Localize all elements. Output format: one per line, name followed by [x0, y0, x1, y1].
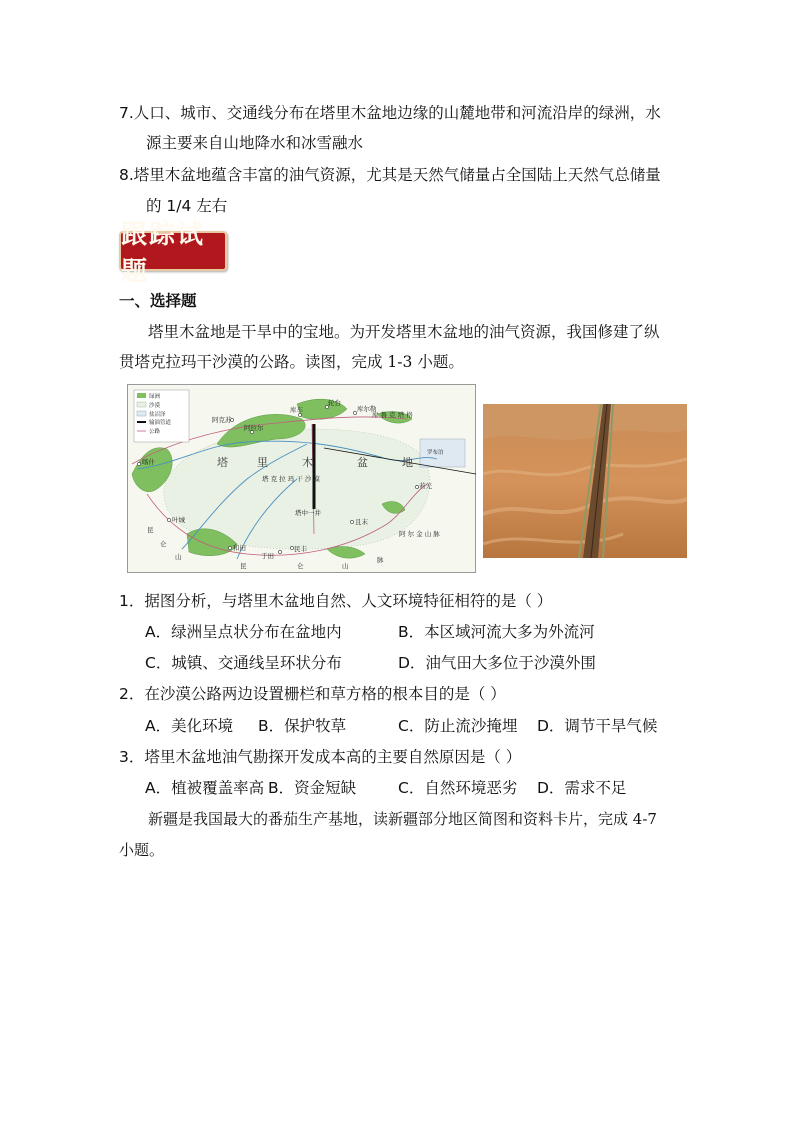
- place-minfeng: 民丰: [294, 545, 307, 553]
- question-1-option-c[interactable]: C．城镇、交通线呈环状分布: [145, 654, 342, 672]
- point-7-line-1: 7.人口、城市、交通线分布在塔里木盆地边缘的山麓地带和河流沿岸的绿洲，水: [119, 104, 661, 122]
- next-intro-line-1: 新疆是我国最大的番茄生产基地，读新疆部分地区简图和资料卡片，完成 4-7: [148, 810, 657, 828]
- question-3-option-d[interactable]: D．需求不足: [537, 779, 627, 797]
- region-kunlun-4: 脉: [377, 556, 384, 564]
- question-3-option-b[interactable]: B．资金短缺: [268, 779, 357, 797]
- point-8-line-2: 的 1/4 左右: [146, 197, 228, 215]
- question-3-option-c[interactable]: C．自然环境恶劣: [398, 779, 518, 797]
- point-7-line-2: 源主要来自山地降水和冰雪融水: [146, 134, 364, 152]
- region-basin-5: 地: [402, 456, 419, 469]
- question-2-option-d[interactable]: D．调节干旱气候: [537, 717, 658, 735]
- question-1-stem: 1．据图分析，与塔里木盆地自然、人文环境特征相符的是（ ）: [119, 592, 553, 610]
- desert-highway-photo: [483, 404, 687, 558]
- question-2-option-b[interactable]: B．保护牧草: [258, 717, 347, 735]
- section-banner: 跟踪试题: [119, 231, 227, 271]
- region-basin-1: 塔: [217, 456, 234, 469]
- region-basin-2: 里: [257, 456, 274, 469]
- place-yecheng: 叶城: [172, 516, 185, 524]
- map-legend: [134, 390, 189, 442]
- region-kunlun-west-1: 昆: [147, 526, 154, 534]
- question-1-option-a[interactable]: A．绿洲呈点状分布在盆地内: [145, 623, 342, 641]
- intro-line-2: 贯塔克拉玛干沙漠的公路。读图，完成 1-3 小题。: [119, 353, 464, 371]
- point-8-line-1: 8.塔里木盆地蕴含丰富的油气资源，尤其是天然气储量占全国陆上天然气总储量: [119, 166, 661, 184]
- region-kunlun-1: 昆: [240, 562, 247, 570]
- next-intro-line-2: 小题。: [119, 841, 165, 859]
- place-qiemo: 且末: [355, 518, 368, 526]
- legend-oasis: 绿洲: [149, 394, 161, 400]
- place-alaer: 阿拉尔: [244, 424, 264, 432]
- question-2-stem: 2．在沙漠公路两边设置栅栏和草方格的根本目的是（ ）: [119, 685, 506, 703]
- place-luntai: 轮台: [328, 399, 341, 407]
- question-2-option-a[interactable]: A．美化环境: [145, 717, 234, 735]
- place-kuche: 库车: [290, 406, 303, 414]
- region-altun: 阿 尔 金 山 脉: [399, 530, 440, 538]
- region-kunlun-west-3: 山: [175, 553, 182, 561]
- section-heading: 一、选择题: [119, 292, 197, 310]
- place-hetian: 和田: [233, 544, 246, 552]
- question-1-option-d[interactable]: D．油气田大多位于沙漠外围: [398, 654, 596, 672]
- question-2-option-c[interactable]: C．防止流沙掩埋: [398, 717, 518, 735]
- place-yutian: 于田: [261, 552, 274, 560]
- place-kashi: 喀什: [142, 458, 155, 466]
- place-ruoqiang: 若羌: [419, 482, 432, 490]
- place-tazhong: 塔中一井: [295, 509, 321, 517]
- legend-salt-marsh: 盐沼泽: [149, 412, 166, 418]
- region-basin-3: 木: [302, 456, 319, 469]
- region-kunlun-3: 山: [342, 562, 349, 570]
- tarim-basin-map: [127, 384, 476, 573]
- legend-road: 公路: [149, 429, 161, 435]
- legend-desert: 沙漠: [149, 403, 161, 409]
- region-kunlun-west-2: 仑: [160, 540, 167, 548]
- question-3-option-a[interactable]: A．植被覆盖率高: [145, 779, 265, 797]
- place-luobupo: 罗布泊: [427, 450, 444, 456]
- region-kuluke: 库 鲁 克 塔 格: [372, 411, 413, 419]
- region-kunlun-2: 仑: [297, 562, 304, 570]
- place-akesu: 阿克苏: [212, 416, 232, 424]
- question-1-option-b[interactable]: B．本区域河流大多为外流河: [398, 623, 595, 641]
- legend-pipeline: 输油管道: [149, 420, 172, 426]
- intro-line-1: 塔里木盆地是干旱中的宝地。为开发塔里木盆地的油气资源，我国修建了纵: [148, 323, 660, 341]
- question-3-stem: 3．塔里木盆地油气勘探开发成本高的主要自然原因是（ ）: [119, 748, 522, 766]
- place-kuerle: 库尔勒: [357, 405, 377, 413]
- region-basin-4: 盆: [357, 456, 374, 469]
- region-desert: 塔 克 拉 玛 干 沙 漠: [262, 475, 320, 483]
